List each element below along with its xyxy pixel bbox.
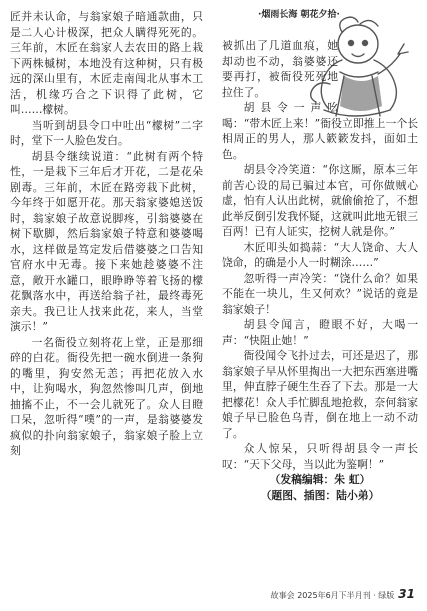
column-header: ·烟雨长海 朝花夕拾· xyxy=(258,10,340,20)
right-text-column xyxy=(222,38,418,503)
left-text-column xyxy=(10,9,203,459)
illustration-credit: （题图、插图：陆小弟） xyxy=(260,488,380,502)
paragraph: 当听到胡县令口中吐出“檬树”二字时，堂下一人脸色发白。 xyxy=(10,118,203,147)
page-footer xyxy=(271,587,415,601)
paragraph: 木匠叩头如捣蒜：“大人饶命、大人饶命，的确是小人一时糊涂……” xyxy=(222,240,418,269)
paragraph: 一名衙役立刻将花上堂，正是那细碎的白花。衙役先把一碗水倒进一条狗的嘴里，狗安然无恙；再把花放入水中，让狗喝水，狗忽然惨叫几声，倒地抽搐不止，不一会儿就死了。众人目瞪口呆，忽听得“噗”的一声，是翁婆婆发疯似的扑向翁家娘子，翁家娘子脸上立刻 xyxy=(10,335,203,457)
paragraph: 胡县令继续说道：“此树有两个特性，一是栽下三年后才开花，二是花朵剧毒。三年前，木匠在路旁栽下此树，今年终于如愿开花。那天翁家婆媳送饭时，翁家娘子故意说脚疼，引翁婆婆在树下歇脚，然后翁家娘子特意和婆婆喝水，这样做是笃定发后借婆婆之口告知官府水中无毒。接下来她趁婆婆不注意，敞开水罐口，眼睁睁等着飞扬的檬花飘落水中，再送给翁子社，最终毒死亲夫。我已让人找来此花，来人，当堂演示！” xyxy=(10,149,203,333)
paragraph: 被抓出了几道血痕，她却动也不动，翁婆婆还要再打，被衙役死死地拉住了。 xyxy=(222,39,338,99)
paragraph: 众人惊呆，只听得胡县令一声长叹：“天下父母，当以此为鉴啊！” xyxy=(222,442,418,471)
paragraph: 胡县令一声吆喝：“带木匠上来！”衙役立即推上一个长相周正的男人，那人簌簌发抖，面如土色。 xyxy=(222,101,418,161)
paragraph: 胡县令冷笑道：“你这厮，原本三年前苦心设的局已骗过本官，可你做贼心虚，怕有人认出此树，就偷偷抢了，不想此举反倒引发我怀疑，这就叫此地无银三百两！已有人证实，挖树人就是你。” xyxy=(222,163,418,238)
magazine-name: 故事会 2025年6月下半月刊 · 绿版 xyxy=(270,591,395,600)
paragraph: 衙役闻令飞扑过去，可还是迟了，那翁家娘子早从怀里掏出一大把东西塞进嘴里，伸直脖子硬生生吞了下去。那是一大把檬花！众人手忙脚乱地抢救，奈何翁家娘子早已脸色乌青，倒在地上一动不动了。 xyxy=(222,349,418,440)
editor-credit: （发稿编辑：朱 虹） xyxy=(269,473,371,486)
paragraph: 胡县令闻言，瞪眼不好，大喝一声：“快阻止她！” xyxy=(222,318,418,347)
paragraph: 匠并未认命，与翁家娘子暗通款曲，只是二人心计极深，把众人瞒得死死的。三年前，木匠在翁家人去农田的路上栽下两株槭树，本地没有这种树，只有极远的深山里有，木匠走南闯北从事木工活，机缘巧合之下识得了此树，它叫……檬树。 xyxy=(10,10,203,116)
page-number: 31 xyxy=(398,587,415,601)
paragraph: 忽听得一声冷笑：“饶什么命？如果不能在一块儿，生又何欢？”说话的竟是翁家娘子！ xyxy=(222,271,418,316)
illustration-wrap-space xyxy=(338,38,418,108)
